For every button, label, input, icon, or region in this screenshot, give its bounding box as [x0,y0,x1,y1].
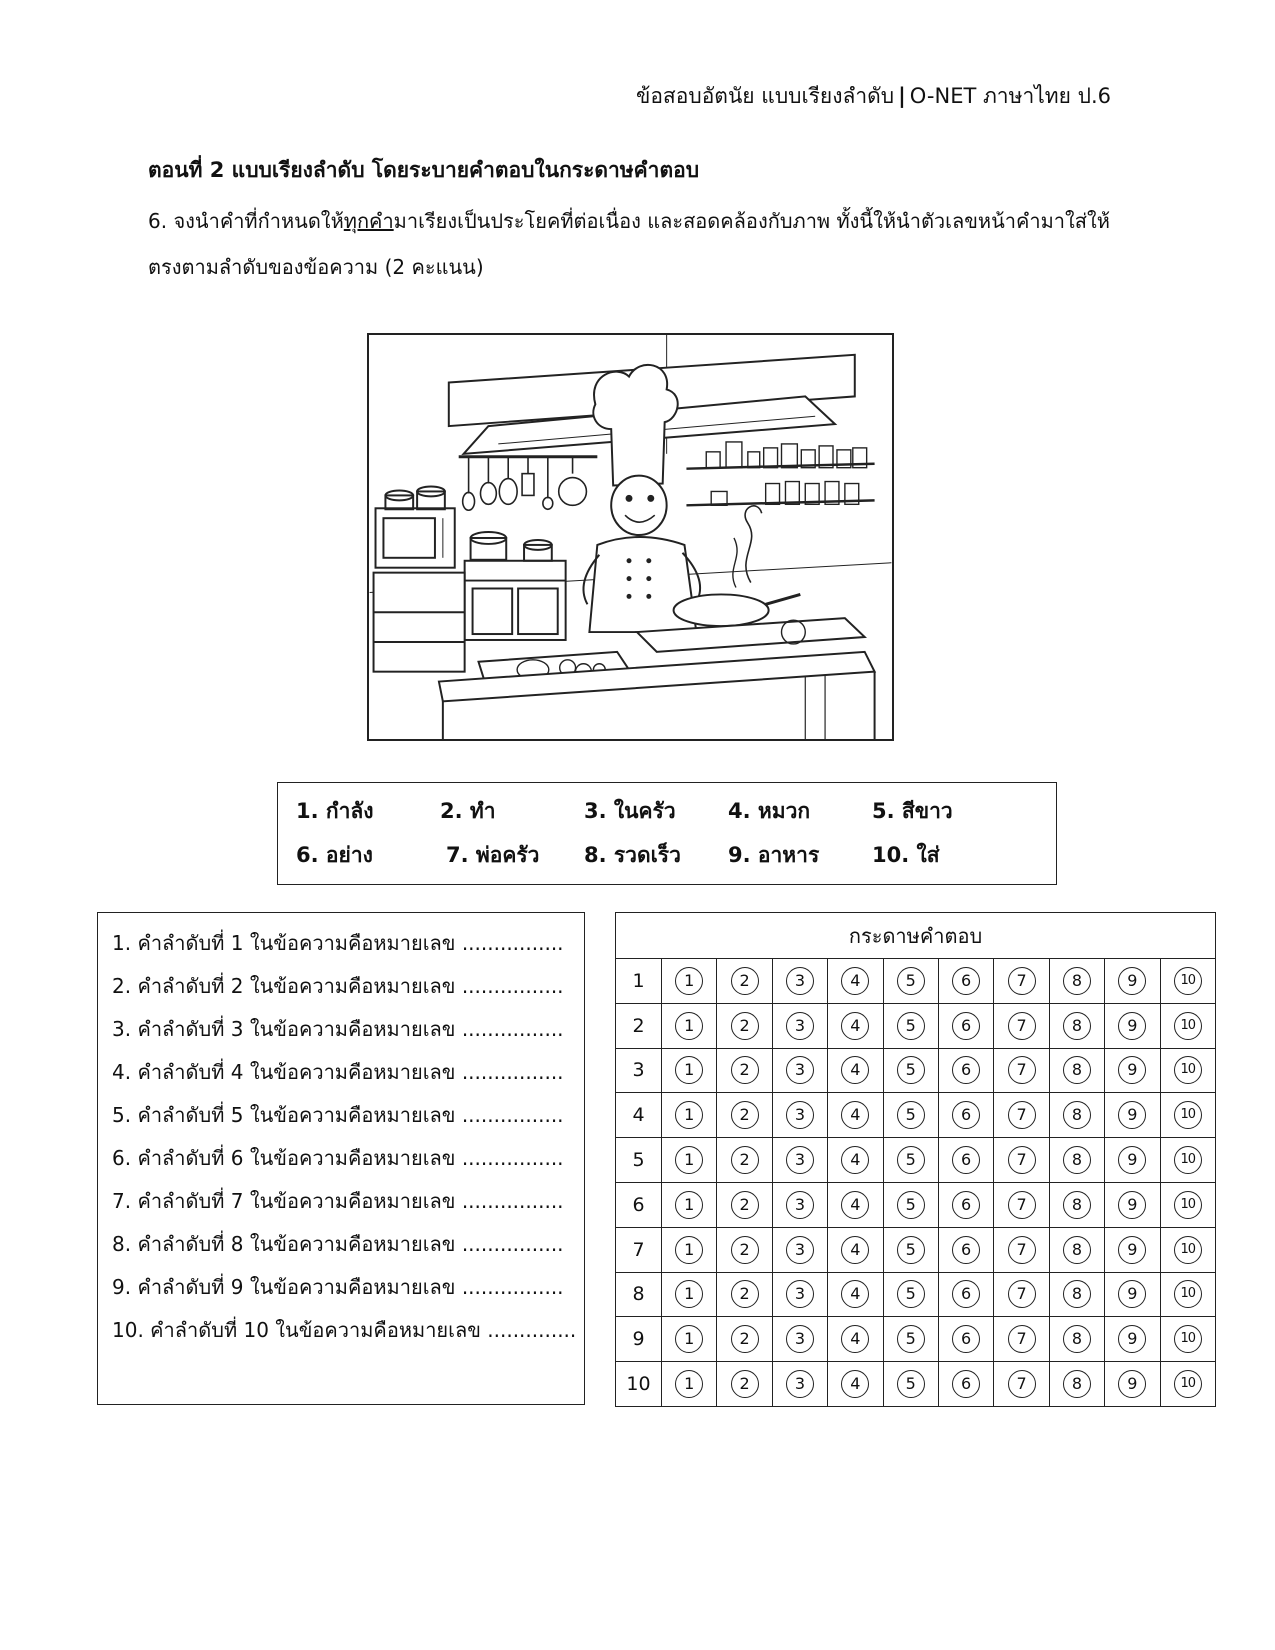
word-item: 10. ใส่ [872,843,940,867]
answer-cell [994,1227,1049,1272]
answer-bubble[interactable]: 1 [675,1280,703,1308]
answer-cell [1105,1272,1160,1317]
answer-row-number: 3 [616,1048,662,1093]
answer-cell [883,1093,938,1138]
answer-row-number: 5 [616,1138,662,1183]
answer-cell [1160,1362,1215,1407]
answer-cell [938,1138,993,1183]
answer-bubble[interactable]: 3 [786,967,814,995]
answer-bubble[interactable]: 10 [1174,1101,1202,1129]
answer-row-number: 8 [616,1272,662,1317]
answer-bubble[interactable]: 5 [897,1325,925,1353]
answer-bubble[interactable]: 9 [1118,1146,1146,1174]
answer-cell [1049,1138,1104,1183]
answer-cell [662,1093,717,1138]
answer-bubble[interactable]: 6 [952,1191,980,1219]
answer-cell [662,1048,717,1093]
answer-cell [1105,1048,1160,1093]
answer-bubble[interactable]: 8 [1063,1236,1091,1264]
answer-cell [1049,1093,1104,1138]
answer-bubble[interactable]: 10 [1174,1325,1202,1353]
answer-bubble[interactable]: 6 [952,1370,980,1398]
answer-cell [883,1182,938,1227]
answer-bubble[interactable]: 6 [952,1146,980,1174]
answer-cell [1160,1093,1215,1138]
answer-row-number: 4 [616,1093,662,1138]
answer-bubble[interactable]: 8 [1063,1370,1091,1398]
answer-bubble[interactable]: 3 [786,1370,814,1398]
word-item: 9. อาหาร [728,843,820,867]
answer-row [616,1227,1216,1272]
header-separator: | [898,84,906,108]
answer-bubble[interactable]: 6 [952,1012,980,1040]
answer-cell [662,1182,717,1227]
question-line: 2. คำลำดับที่ 2 ในข้อความคือหมายเลข ................ [112,974,564,998]
answer-bubble[interactable]: 2 [731,1370,759,1398]
answer-bubble[interactable]: 1 [675,1370,703,1398]
answer-bubble[interactable]: 1 [675,967,703,995]
answer-cell [938,1362,993,1407]
answer-cell [1160,1138,1215,1183]
answer-cell [938,1272,993,1317]
word-item: 7. พ่อครัว [446,843,540,867]
answer-cell [1160,1182,1215,1227]
answer-cell [1049,1362,1104,1407]
section-title: ตอนที่ 2 แบบเรียงลำดับ โดยระบายคำตอบในกระดาษคำตอบ [148,158,700,182]
answer-bubble[interactable]: 3 [786,1056,814,1084]
answer-bubble[interactable]: 4 [841,1101,869,1129]
answer-cell [1049,959,1104,1004]
answer-bubble[interactable]: 5 [897,1146,925,1174]
answer-cell [828,1182,883,1227]
answer-bubble[interactable]: 7 [1008,1236,1036,1264]
chef-kitchen-illustration [367,333,894,741]
answer-bubble[interactable]: 8 [1063,1280,1091,1308]
page-header [636,80,1111,113]
answer-cell [717,1317,772,1362]
answer-bubble[interactable]: 7 [1008,1370,1036,1398]
answer-bubble[interactable]: 6 [952,1101,980,1129]
answer-cell [828,1048,883,1093]
answer-bubble[interactable]: 8 [1063,1191,1091,1219]
answer-bubble[interactable]: 10 [1174,1280,1202,1308]
answer-bubble[interactable]: 5 [897,1191,925,1219]
answer-bubble[interactable]: 1 [675,1012,703,1040]
word-list-box [277,782,1057,885]
answer-cell [883,1138,938,1183]
answer-sheet-title: กระดาษคำตอบ [616,913,1216,959]
answer-bubble[interactable]: 2 [731,1146,759,1174]
word-item: 4. หมวก [728,799,811,823]
question-line: 3. คำลำดับที่ 3 ในข้อความคือหมายเลข ................ [112,1017,564,1041]
answer-row-number: 10 [616,1362,662,1407]
word-item: 5. สีขาว [872,799,953,823]
answer-cell [1160,959,1215,1004]
answer-bubble[interactable]: 2 [731,1236,759,1264]
answer-cell [938,1003,993,1048]
answer-row [616,1317,1216,1362]
instruction-line2: ตรงตามลำดับของข้อความ (2 คะแนน) [148,255,484,279]
answer-bubble[interactable]: 5 [897,1056,925,1084]
answer-bubble[interactable]: 1 [675,1146,703,1174]
answer-cell [717,1093,772,1138]
answer-bubble[interactable]: 9 [1118,967,1146,995]
answer-bubble[interactable]: 10 [1174,1191,1202,1219]
answer-row [616,1093,1216,1138]
answer-bubble[interactable]: 4 [841,1280,869,1308]
answer-row [616,959,1216,1004]
answer-bubble[interactable]: 9 [1118,1056,1146,1084]
answer-bubble[interactable]: 8 [1063,1101,1091,1129]
answer-row [616,1272,1216,1317]
answer-bubble[interactable]: 3 [786,1012,814,1040]
answer-cell [883,959,938,1004]
answer-cell [994,1003,1049,1048]
answer-bubble[interactable]: 9 [1118,1012,1146,1040]
answer-cell [717,959,772,1004]
answer-cell [1105,1317,1160,1362]
answer-cell [717,1182,772,1227]
answer-cell [883,1272,938,1317]
question-line: 8. คำลำดับที่ 8 ในข้อความคือหมายเลข ................ [112,1232,564,1256]
answer-cell [772,1048,827,1093]
answer-bubble[interactable]: 8 [1063,1056,1091,1084]
answer-cell [717,1048,772,1093]
answer-cell [1160,1003,1215,1048]
answer-cell [772,1003,827,1048]
answer-cell [828,1317,883,1362]
answer-cell [717,1272,772,1317]
answer-cell [1105,1182,1160,1227]
answer-bubble[interactable]: 2 [731,1191,759,1219]
answer-cell [883,1227,938,1272]
answer-bubble[interactable]: 8 [1063,1146,1091,1174]
answer-bubble[interactable]: 9 [1118,1280,1146,1308]
answer-bubble[interactable]: 3 [786,1146,814,1174]
answer-cell [1105,959,1160,1004]
answer-cell [772,1272,827,1317]
answer-bubble[interactable]: 7 [1008,1146,1036,1174]
answer-bubble[interactable]: 3 [786,1101,814,1129]
answer-cell [772,1317,827,1362]
answer-cell [1105,1093,1160,1138]
answer-cell [662,1138,717,1183]
answer-cell [1049,1317,1104,1362]
question-line: 9. คำลำดับที่ 9 ในข้อความคือหมายเลข ................ [112,1275,564,1299]
answer-bubble[interactable]: 10 [1174,1236,1202,1264]
answer-cell [1105,1003,1160,1048]
answer-bubble[interactable]: 2 [731,1101,759,1129]
answer-cell [828,1003,883,1048]
answer-bubble[interactable]: 8 [1063,1012,1091,1040]
answer-cell [717,1362,772,1407]
question-line: 4. คำลำดับที่ 4 ในข้อความคือหมายเลข ................ [112,1060,564,1084]
answer-bubble[interactable]: 8 [1063,1325,1091,1353]
answer-cell [883,1048,938,1093]
answer-bubble[interactable]: 7 [1008,1325,1036,1353]
answer-bubble[interactable]: 5 [897,967,925,995]
answer-cell [1049,1182,1104,1227]
answer-cell [994,1138,1049,1183]
answer-cell [828,1227,883,1272]
answer-bubble[interactable]: 2 [731,1056,759,1084]
answer-bubble[interactable]: 2 [731,1325,759,1353]
answer-bubble[interactable]: 9 [1118,1370,1146,1398]
answer-cell [662,1227,717,1272]
answer-bubble[interactable]: 1 [675,1325,703,1353]
answer-bubble[interactable]: 7 [1008,967,1036,995]
answer-cell [772,1362,827,1407]
answer-bubble[interactable]: 7 [1008,1101,1036,1129]
answer-bubble[interactable]: 2 [731,1280,759,1308]
answer-bubble[interactable]: 4 [841,1325,869,1353]
word-item: 6. อย่าง [296,843,373,867]
answer-cell [717,1138,772,1183]
answer-cell [994,1048,1049,1093]
answer-cell [717,1227,772,1272]
answer-cell [772,1138,827,1183]
answer-row [616,1362,1216,1407]
answer-bubble[interactable]: 5 [897,1236,925,1264]
answer-row [616,1048,1216,1093]
answer-bubble[interactable]: 4 [841,1236,869,1264]
answer-cell [994,1317,1049,1362]
answer-row-number: 2 [616,1003,662,1048]
answer-cell [938,1048,993,1093]
answer-bubble[interactable]: 6 [952,1280,980,1308]
answer-cell [828,1093,883,1138]
answer-cell [772,1093,827,1138]
answer-bubble[interactable]: 10 [1174,1370,1202,1398]
answer-bubble[interactable]: 1 [675,1191,703,1219]
answer-cell [1049,1227,1104,1272]
answer-bubble[interactable]: 10 [1174,1012,1202,1040]
answer-cell [883,1003,938,1048]
answer-row [616,1003,1216,1048]
answer-cell [994,1182,1049,1227]
question-line: 6. คำลำดับที่ 6 ในข้อความคือหมายเลข ................ [112,1146,564,1170]
answer-cell [938,1182,993,1227]
answer-cell [1049,1272,1104,1317]
answer-cell [772,1182,827,1227]
answer-bubble[interactable]: 7 [1008,1012,1036,1040]
answer-bubble[interactable]: 6 [952,1236,980,1264]
answer-cell [938,959,993,1004]
answer-bubble[interactable]: 4 [841,1012,869,1040]
answer-bubble[interactable]: 8 [1063,967,1091,995]
word-item: 2. ทำ [440,799,496,823]
answer-row-number: 7 [616,1227,662,1272]
answer-cell [883,1362,938,1407]
question-line: 7. คำลำดับที่ 7 ในข้อความคือหมายเลข ................ [112,1189,564,1213]
answer-cell [662,959,717,1004]
answer-bubble[interactable]: 3 [786,1325,814,1353]
answer-cell [828,1272,883,1317]
answer-cell [1160,1048,1215,1093]
answer-bubble[interactable]: 10 [1174,1146,1202,1174]
answer-bubble[interactable]: 7 [1008,1191,1036,1219]
answer-bubble[interactable]: 1 [675,1101,703,1129]
answer-bubble[interactable]: 7 [1008,1280,1036,1308]
answer-bubble[interactable]: 2 [731,1012,759,1040]
answer-cell [1160,1227,1215,1272]
answer-row-number: 9 [616,1317,662,1362]
answer-cell [828,959,883,1004]
answer-cell [938,1227,993,1272]
answer-cell [1160,1272,1215,1317]
answer-bubble[interactable]: 4 [841,967,869,995]
answer-bubble[interactable]: 3 [786,1191,814,1219]
answer-bubble[interactable]: 4 [841,1146,869,1174]
instruction-part1: 6. จงนำคำที่กำหนดให้ [148,209,344,233]
answer-cell [938,1317,993,1362]
answer-bubble[interactable]: 4 [841,1056,869,1084]
answer-cell [1105,1362,1160,1407]
answer-cell [772,959,827,1004]
answer-bubble[interactable]: 5 [897,1101,925,1129]
answer-bubble[interactable]: 4 [841,1191,869,1219]
answer-cell [994,959,1049,1004]
answer-cell [1105,1227,1160,1272]
answer-cell [662,1317,717,1362]
question-instruction [148,198,1138,290]
answer-cell [1105,1138,1160,1183]
answer-bubble[interactable]: 1 [675,1236,703,1264]
answer-bubble[interactable]: 6 [952,1056,980,1084]
answer-bubble[interactable]: 4 [841,1370,869,1398]
answer-bubble[interactable]: 7 [1008,1056,1036,1084]
question-line: 5. คำลำดับที่ 5 ในข้อความคือหมายเลข ................ [112,1103,564,1127]
answer-bubble[interactable]: 5 [897,1370,925,1398]
question-line: 1. คำลำดับที่ 1 ในข้อความคือหมายเลข ................ [112,931,564,955]
answer-cell [994,1362,1049,1407]
question-list-box [97,912,585,1405]
answer-cell [994,1093,1049,1138]
answer-row-number: 1 [616,959,662,1004]
question-line: 10. คำลำดับที่ 10 ในข้อความคือหมายเลข .............. [112,1318,577,1342]
answer-cell [994,1272,1049,1317]
instruction-part2: มาเรียงเป็นประโยคที่ต่อเนื่อง และสอดคล้องกับภาพ ทั้งนี้ให้นำตัวเลขหน้าคำมาใส่ให้ [393,209,1110,233]
answer-bubble[interactable]: 9 [1118,1325,1146,1353]
answer-row-number: 6 [616,1182,662,1227]
answer-bubble[interactable]: 1 [675,1056,703,1084]
answer-row [616,1138,1216,1183]
answer-cell [828,1362,883,1407]
answer-cell [662,1362,717,1407]
instruction-underlined: ทุกคำ [343,209,394,233]
answer-cell [883,1317,938,1362]
header-title-left: ข้อสอบอัตนัย แบบเรียงลำดับ [635,84,895,108]
word-item: 3. ในครัว [584,799,676,823]
answer-bubble[interactable]: 9 [1118,1191,1146,1219]
answer-bubble[interactable]: 6 [952,1325,980,1353]
answer-cell [938,1093,993,1138]
answer-bubble[interactable]: 6 [952,967,980,995]
answer-bubble[interactable]: 9 [1118,1101,1146,1129]
answer-cell [772,1227,827,1272]
answer-cell [662,1003,717,1048]
answer-bubble[interactable]: 3 [786,1280,814,1308]
answer-bubble[interactable]: 5 [897,1012,925,1040]
answer-cell [1049,1048,1104,1093]
answer-sheet [615,912,1216,1407]
answer-cell [828,1138,883,1183]
answer-cell [1049,1003,1104,1048]
answer-bubble[interactable]: 2 [731,967,759,995]
answer-bubble[interactable]: 9 [1118,1236,1146,1264]
answer-cell [717,1003,772,1048]
answer-cell [1160,1317,1215,1362]
word-item: 8. รวดเร็ว [584,843,681,867]
answer-bubble[interactable]: 10 [1174,1056,1202,1084]
word-item: 1. กำลัง [296,799,374,823]
answer-bubble[interactable]: 10 [1174,967,1202,995]
answer-row [616,1182,1216,1227]
answer-cell [662,1272,717,1317]
answer-bubble[interactable]: 3 [786,1236,814,1264]
header-title-right: O-NET ภาษาไทย ป.6 [909,84,1111,108]
answer-bubble[interactable]: 5 [897,1280,925,1308]
